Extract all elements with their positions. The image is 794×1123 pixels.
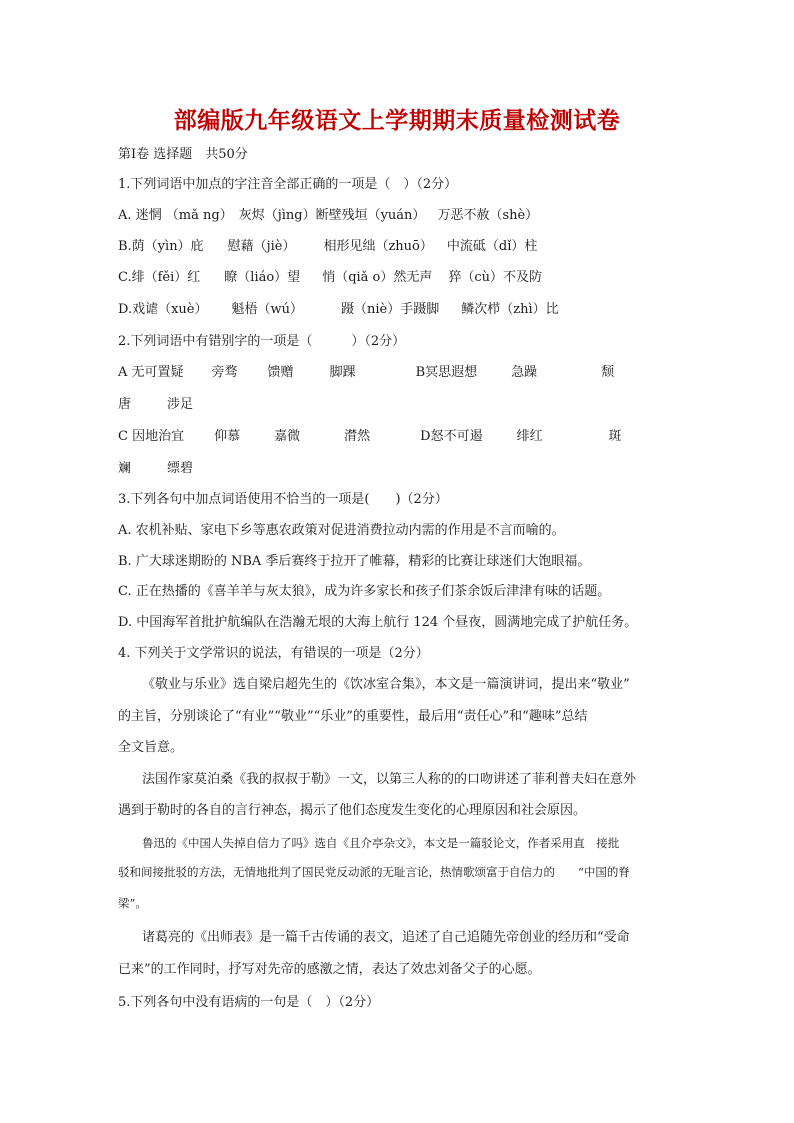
q2-b-word-4: 涉足: [167, 397, 194, 412]
q2-c-word-1: C 因地治宜: [118, 429, 185, 444]
q2-option-cd-line-2: [118, 460, 193, 478]
q1-b-word-4: 中流砥（dǐ）柱: [446, 239, 538, 254]
q5-stem: 5.下列各句中没有语病的一句是（ ）（2分）: [118, 995, 380, 1010]
q2-a-word-3: 馈赠: [267, 365, 294, 380]
q3-option-a: A. 农机补贴、家电下乡等惠农政策对促进消费拉动内需的作用是不言而喻的。: [118, 523, 565, 538]
q2-option-cd-line-1: [118, 428, 622, 446]
q2-b-word-1: B冥思遐想: [415, 365, 478, 380]
q1-c-word-4: 猝（cù）不及防: [448, 270, 543, 285]
q4-option-c-line-2: 驳和间接批驳的方法，无情地批判了国民党反动派的无耻言论，热情歌颂富于自信力的 “中国的脊: [118, 865, 630, 879]
q2-a-word-4: 脚踝: [329, 365, 356, 380]
q1-option-c: [118, 269, 542, 287]
q1-c-word-1: C.绯（fěi）红: [118, 270, 201, 285]
q2-stem: 2.下列词语中有错别字的一项是（ ）（2分）: [118, 334, 406, 349]
q2-a-word-2: 旁骛: [211, 365, 238, 380]
q4-option-c-line-3: 梁”。: [118, 896, 147, 910]
q2-b-word-3: 颓: [601, 365, 615, 380]
q1-c-word-3: 悄（qiǎ o）然无声: [322, 270, 433, 285]
q1-b-word-3: 相形见绌（zhuō）: [323, 239, 433, 254]
q1-d-word-2: 魁梧（wú）: [231, 302, 304, 317]
q2-d-word-2: 绯红: [516, 429, 543, 444]
q2-b-word-2: 急躁: [511, 365, 538, 380]
q4-option-a-line-3: 全文旨意。: [118, 740, 184, 755]
q2-d-word-1: D怒不可遏: [420, 429, 483, 444]
q2-d-word-4: 缥碧: [167, 461, 194, 476]
q3-option-b: B. 广大球迷期盼的 NBA 季后赛终于拉开了帷幕，精彩的比赛让球迷们大饱眼福。: [118, 554, 591, 569]
section-header: 第Ⅰ卷 选择题 共50分: [118, 147, 248, 162]
q3-option-c: C. 正在热播的《喜羊羊与灰太狼》，成为许多家长和孩子们茶余饭后津津有味的话题。: [118, 584, 611, 599]
q4-option-a-line-1: 《敬业与乐业》选自梁启超先生的《饮冰室合集》，本文是一篇演讲词，提出来“敬业”: [142, 677, 630, 692]
q2-c-word-2: 仰慕: [214, 429, 241, 444]
q2-c-word-3: 嘉微: [274, 429, 301, 444]
q1-a-word-3: 万恶不赦（shè）: [437, 208, 539, 223]
q2-a-word-1: A 无可置疑: [118, 365, 184, 380]
q2-option-ab-line-1: [118, 364, 614, 382]
q2-c-word-4: 潸然: [344, 429, 371, 444]
q1-a-word-2: 灰烬（jìng）断壁残垣（yuán）: [238, 208, 426, 223]
q1-option-b: [118, 238, 537, 256]
q3-stem: 3.下列各句中加点词语使用不恰当的一项是( )（2分）: [118, 492, 448, 507]
q4-option-d-line-2: 已来”的工作同时，抒写对先帝的感激之情，表达了效忠刘备父子的心愿。: [118, 962, 541, 977]
q1-b-word-1: B.荫（yìn）庇: [118, 239, 204, 254]
q1-c-word-2: 瞭（liáo）望: [224, 270, 301, 285]
q4-option-b-line-1: 法国作家莫泊桑《我的叔叔于勒》一文，以第三人称的的口吻讲述了菲利普夫妇在意外: [142, 772, 637, 787]
q1-option-a: [118, 207, 538, 225]
q1-stem: 1.下列词语中加点的字注音全部正确的一项是（ ）（2分）: [118, 177, 458, 192]
q1-d-word-1: D.戏谑（xuè）: [118, 302, 208, 317]
q1-d-word-4: 鳞次栉（zhì）比: [461, 302, 559, 317]
q4-option-a-line-2: 的主旨，分别谈论了“有业”“敬业”“乐业”的重要性，最后用“责任心”和“趣味”总结: [118, 709, 588, 724]
q1-d-word-3: 蹑（niè）手蹑脚: [341, 302, 440, 317]
q4-stem: 4. 下列关于文学常识的说法，有错误的一项是（2分）: [118, 646, 429, 661]
page-title: 部编版九年级语文上学期期末质量检测试卷: [173, 108, 621, 134]
q2-b-word-3-cont: 唐: [118, 397, 132, 412]
q2-option-ab-line-2: [118, 396, 193, 414]
q1-b-word-2: 慰藉（jiè）: [227, 239, 296, 254]
q2-d-word-3: 斑: [608, 429, 622, 444]
q3-option-d: D. 中国海军首批护航编队在浩瀚无垠的大海上航行 124 个昼夜，圆满地完成了护航任务。: [118, 615, 638, 630]
q1-option-d: [118, 301, 559, 319]
q4-option-b-line-2: 遇到于勒时的各自的言行神态，揭示了他们态度发生变化的心理原因和社会原因。: [118, 803, 587, 818]
q4-option-c-line-1: 鲁迅的《中国人失掉自信力了吗》选自《且介亭杂文》，本文是一篇驳论文，作者采用直 接批: [142, 836, 620, 850]
q4-option-d-line-1: 诸葛亮的《出师表》是一篇千古传诵的表文，追述了自己追随先帝创业的经历和“受命: [142, 930, 630, 945]
q1-a-word-1: A. 迷惘 （mǎ ng）: [118, 208, 233, 223]
q2-d-word-3-cont: 斓: [118, 461, 132, 476]
